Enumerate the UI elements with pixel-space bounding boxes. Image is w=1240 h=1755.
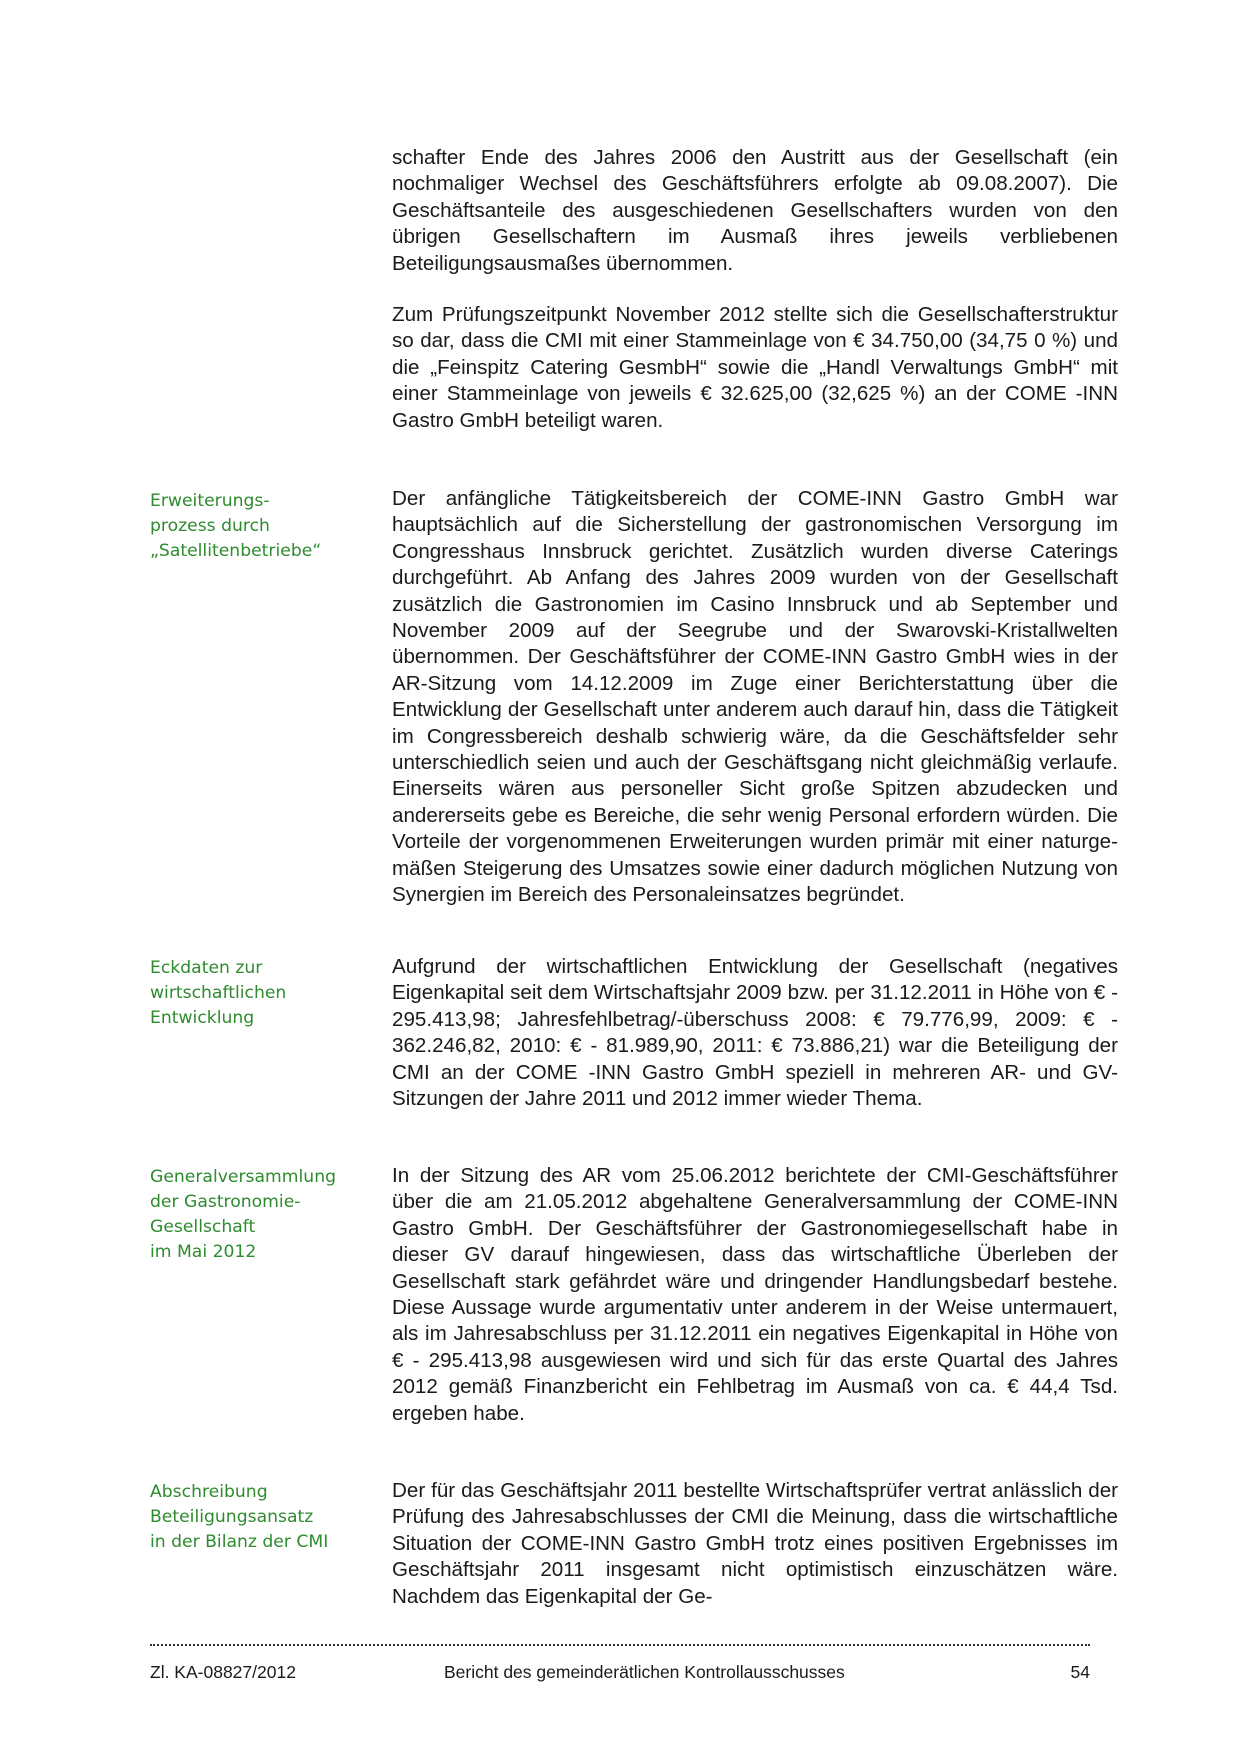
margin-note-line: im Mai 2012 [150,1242,257,1262]
margin-note-line: Generalversammlung [150,1167,336,1187]
margin-note-line: Eckdaten zur [150,958,263,978]
margin-note-line: der Gastronomie- [150,1192,301,1212]
margin-note-line: Abschreibung [150,1482,268,1502]
margin-note-line: Gesellschaft [150,1217,256,1237]
margin-note-general-meeting [150,1165,380,1265]
margin-note-key-data [150,956,380,1031]
page-number: 54 [1070,1662,1090,1682]
margin-note-line: prozess durch [150,516,270,536]
footer-reference: Zl. KA-08827/2012 [150,1662,296,1682]
margin-note-write-down [150,1480,380,1555]
paragraph-shareholder-structure: Zum Prüfungszeitpunkt November 2012 stellte sich die Gesellschafterstruktur so dar, dass die CMI mit einer Stammeinlage von € 34.750,00 (34,75 0 %) und die „Feinspitz Catering GesmbH“ sowie die „Handl Verwaltungs GmbH“ mit einer Stammeinlage von jeweils € 32.625,00 (32,625 %) an der COME -INN Gastro GmbH beteiligt waren. [392,303,1118,432]
paragraph-auditor-opinion: Der für das Geschäftsjahr 2011 bestellte Wirtschaftsprüfer vertrat anlässlich der Prüfung des Jahresabschlusses der CMI die Meinung, dass die wirtschaftliche Situation der COME-INN Gastro GmbH trotz eines positiven Ergebnisses im Geschäftsjahr 2011 insgesamt nicht optimistisch einzuschätzen wäre. Nachdem das Eigenkapital der Ge- [392,1479,1118,1608]
margin-note-line: Erweiterungs- [150,491,270,511]
margin-note-expansion [150,489,380,564]
paragraph-general-meeting: In der Sitzung des AR vom 25.06.2012 berichtete der CMI-Geschäftsführer über die am 21.05.2012 abgehaltene Generalversammlung der COME-INN Gastro GmbH. Der Geschäftsführer der Gastronomiegesellschaft habe in dieser GV darauf hingewiesen, dass das wirtschaftliche Überleben der Gesellschaft stark gefährdet wäre und dringender Handlungsbedarf bestehe. Diese Aussage wurde argumentativ unter anderem in der Weise untermauert, als im Jahresabschluss per 31.12.2011 ein negatives Eigenkapital in Höhe von € - 295.413,98 ausgewiesen wird und sich für das erste Quartal des Jahres 2012 gemäß Finanzbericht ein Fehlbetrag im Ausmaß von ca. € 44,4 Tsd. ergeben habe. [392,1164,1118,1425]
margin-note-line: in der Bilanz der CMI [150,1532,329,1552]
paragraph-shareholder-exit: schafter Ende des Jahres 2006 den Austritt aus der Gesellschaft (ein nochmaliger Wechsel des Geschäftsführers erfolgte ab 09.08.2007). Die Geschäftsanteile des ausgeschiedenen Gesellschafters wurden von den übrigen Gesellschaftern im Ausmaß ihres jeweils verbliebenen Beteiligungsausmaßes übernommen. [392,146,1118,275]
footer-divider [150,1636,1090,1646]
paragraph-economic-development: Aufgrund der wirtschaftlichen Entwicklung der Gesellschaft (negatives Eigenkapital seit dem Wirtschaftsjahr 2009 bzw. per 31.12.2011 in Höhe von € - 295.413,98; Jahresfehlbetrag/-überschuss 2008: € 79.776,99, 2009: € - 362.246,82, 2010: € - 81.989,90, 2011: € 73.886,21) war die Beteiligung der CMI an der COME -INN Gastro GmbH speziell in mehreren AR- und GV-Sitzungen der Jahre 2011 und 2012 immer wieder Thema. [392,955,1118,1111]
footer-title: Bericht des gemeinderätlichen Kontrollausschusses [444,1662,845,1682]
margin-note-line: wirtschaftlichen [150,983,287,1003]
paragraph-expansion: Der anfängliche Tätigkeitsbereich der COME-INN Gastro GmbH war hauptsächlich auf die Sicherstellung der gastronomischen Versorgung im Congresshaus Innsbruck gerichtet. Zusätzlich wurden diverse Caterings durchgeführt. Ab Anfang des Jahres 2009 wurden von der Gesellschaft zusätzlich die Gastronomien im Casino Innsbruck und ab September und November 2009 auf der Seegrube und der Swarovski-Kristallwelten übernommen. Der Geschäftsführer der COME-INN Gastro GmbH wies in der AR-Sitzung vom 14.12.2009 im Zuge einer Berichterstattung über die Entwicklung der Gesellschaft unter anderem auch darauf hin, dass die Tätigkeit im Congressbereich deshalb schwierig wäre, da die Geschäftsfelder sehr unterschiedlich seien und auch der Geschäftsgang nicht gleichmäßig verlaufe. Einerseits wären aus personeller Sicht große Spitzen abzudecken und andererseits gebe es Bereiche, die sehr wenig Personal erfordern würden. Die Vorteile der vorgenommenen Erweiterungen wurden primär mit einer naturgemäßen Steigerung des Umsatzes sowie einer dadurch möglichen Nutzung von Synergien im Bereich des Personaleinsatzes begründet. [392,487,1118,907]
margin-note-line: „Satellitenbetriebe“ [150,541,322,561]
margin-note-line: Beteiligungsansatz [150,1507,314,1527]
margin-note-line: Entwicklung [150,1008,255,1028]
page-footer [150,1662,1090,1690]
